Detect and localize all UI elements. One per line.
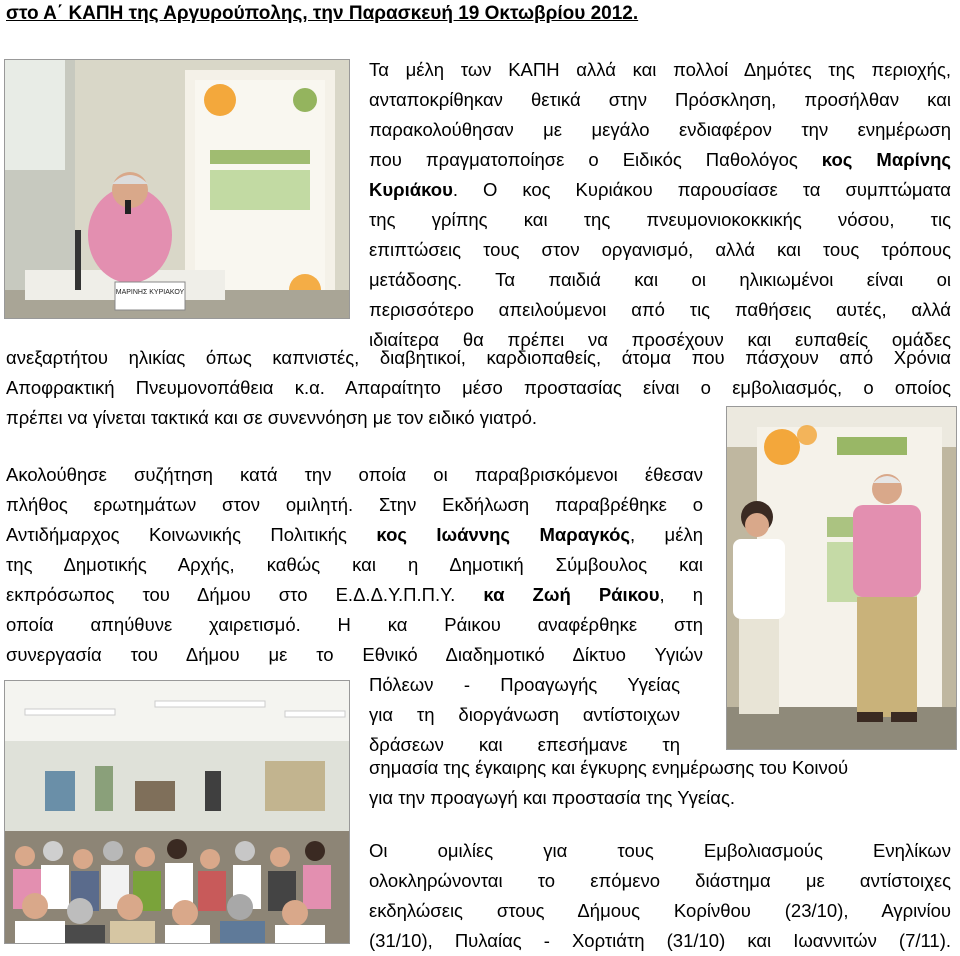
paragraph-1-end: πρέπει να γίνεται τακτικά και σε συνεννόηση με τον ειδικό γιατρό. bbox=[6, 407, 538, 428]
photo-audience bbox=[4, 680, 350, 944]
paragraph-1-full: ανεξαρτήτου ηλικίας όπως καπνιστές, διαβητικοί, καρδιοπαθείς, άτομα που πάσχουν από Χρόνια Αποφρακτική Πνευμονοπάθεια κ.α. Απαραίτητο μέσο προστασίας είναι ο εμβολιασμός, ο οποίος bbox=[6, 347, 951, 398]
paragraph-2-narrow: Πόλεων - Προαγωγής Υγείας για τη διοργάνωση αντίστοιχων δράσεων και επεσήμανε τη bbox=[369, 674, 680, 755]
article-title: στο Α΄ ΚΑΠΗ της Αργυρούπολης, την Παρασκευή 19 Οκτωβρίου 2012. bbox=[6, 3, 639, 24]
nameplate-text: ΜΑΡΙΝΗΣ ΚΥΡΙΑΚΟΥ bbox=[115, 289, 185, 296]
photo-guests bbox=[726, 406, 957, 750]
paragraph-1-right: Τα μέλη των ΚΑΠΗ αλλά και πολλοί Δημότες της περιοχής, ανταποκρίθηκαν θετικά στην Πρόσκληση, προσήλθαν και παρακολούθησαν με μεγάλο ενδιαφέρον την ενημέρωση που πραγματοποίησε ο Ειδικός Παθολόγος κος Μαρίνης Κυριάκου. Ο κος Κυριάκου παρουσίασε τα συμπτώματα της γρίπης και της πνευμονιοκοκκικής νόσου, τις επιπτώσεις τους στον οργανισμό, αλλά και τους τρόπους μετάδοσης. Τα παιδιά και οι ηλικιωμένοι είναι οι περισσότερο απειλούμενοι από τις παθήσεις αυτές, αλλά ιδιαίτερα θα πρέπει να προσέχουν και ευπαθείς ομάδες bbox=[369, 59, 951, 350]
photo-speaker bbox=[4, 59, 350, 319]
paragraph-3: Οι ομιλίες για τους Εμβολιασμούς Ενηλίκων ολοκληρώνονται το επόμενο διάστημα με αντίστοιχες εκδηλώσεις στους Δήμους Κορίνθου (23/10), Αγρινίου (31/10), Πυλαίας - Χορτιάτη (31/10) και Ιωαννιτών (7/11). bbox=[369, 840, 951, 951]
paragraph-2: Ακολούθησε συζήτηση κατά την οποία οι παραβρισκόμενοι έθεσαν πλήθος ερωτημάτων στον ομιλητή. Στην Εκδήλωση παραβρέθηκε ο Αντιδήμαρχος Κοινωνικής Πολιτικής κος Ιωάννης Μαραγκός, μέλη της Δημοτικής Αρχής, καθώς και η Δημοτική Σύμβουλος και εκπρόσωπος του Δήμου στο Ε.Δ.Δ.Υ.Π.Π.Υ. κα Ζωή Ράικου, η οποία απηύθυνε χαιρετισμό. Η κα Ράικου αναφέρθηκε στη συνεργασία του Δήμου με το Εθνικό Διαδημοτικό Δίκτυο Υγιών bbox=[6, 464, 704, 665]
paragraph-2-end: σημασία της έγκαιρης και έγκυρης ενημέρωσης του Κοινού για την προαγωγή και προστασία της Υγείας. bbox=[369, 757, 849, 808]
